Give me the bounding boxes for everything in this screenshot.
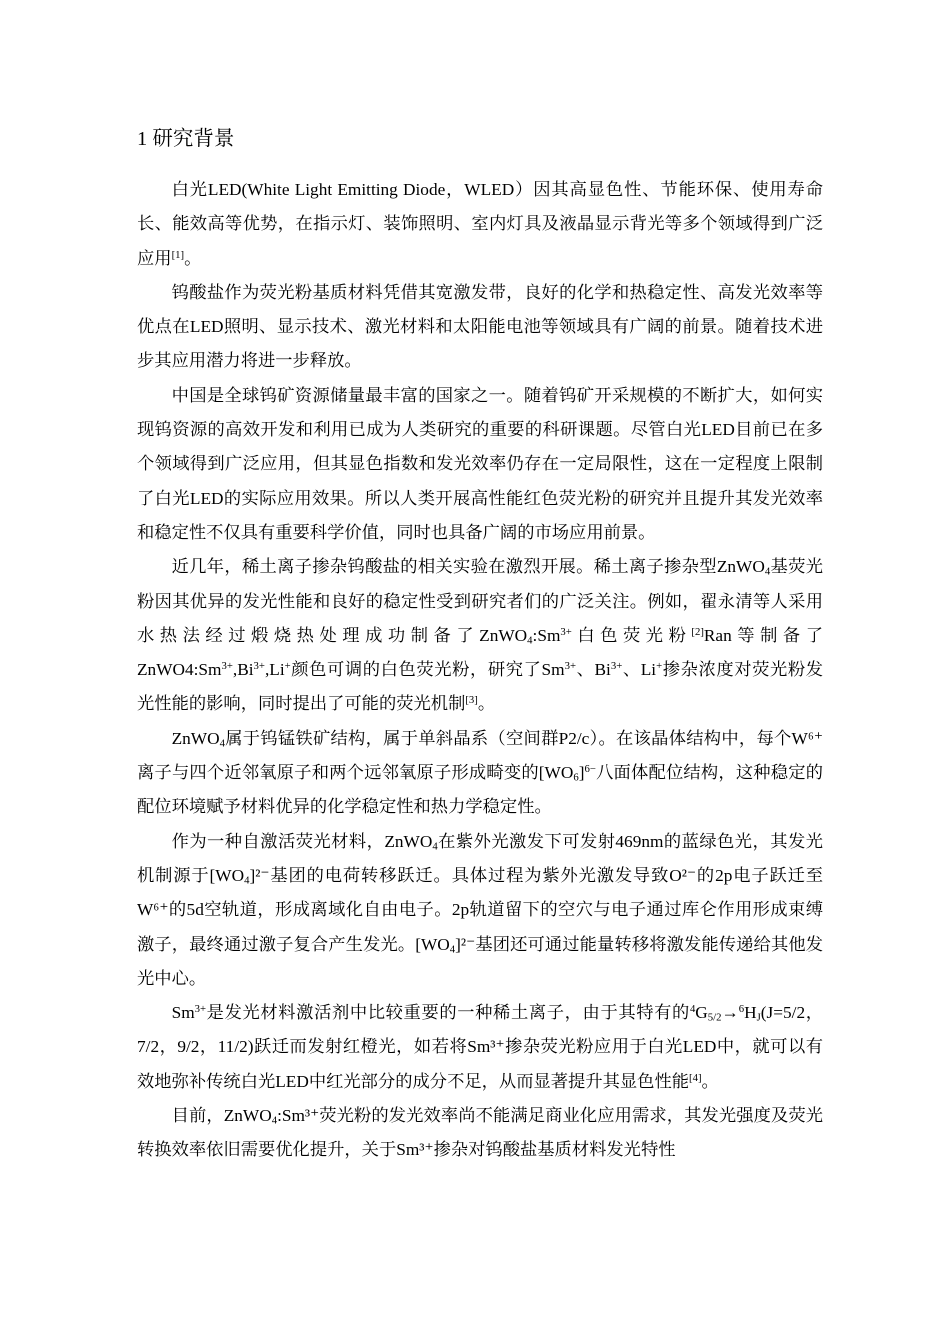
- text-run: ]: [578, 763, 585, 783]
- citation-superscript: [4]: [689, 1071, 702, 1084]
- paragraph-5: [137, 722, 823, 825]
- paragraph-3: [137, 379, 823, 550]
- subscript: 6: [573, 771, 579, 784]
- paragraph-8: [137, 1099, 823, 1168]
- text-run: 钨酸盐作为荧光粉基质材料凭借其宽激发带，良好的化学和热稳定性、高发光效率等优点在LED照明、显示技术、激光材料和太阳能电池等领域具有广阔的前景。随着技术进步其应用潜力将进一步释放。: [137, 282, 823, 371]
- text-run: 颜色可调的白色荧光粉，研究了Sm: [290, 660, 565, 680]
- body-text: [137, 173, 823, 1168]
- text-run: ]²⁻基团还可通过能量转移将激发能传递给其他发光中心。: [137, 934, 824, 988]
- text-run: :Sm³⁺荧光粉的发光效率尚不能满足商业化应用需求，其发光强度及荧光转换效率依旧需要优化提升，关于Sm³⁺掺杂对钨酸盐基质材料发光特性: [137, 1106, 823, 1160]
- citation-superscript: [2]: [691, 625, 704, 638]
- superscript: 3+: [610, 660, 623, 673]
- superscript: 3+: [564, 660, 577, 673]
- text-run: 近几年，稀土离子掺杂钨酸盐的相关实验在激烈开展。稀土离子掺杂型ZnWO: [171, 557, 765, 577]
- text-run: G: [695, 1003, 708, 1023]
- superscript: +: [656, 660, 663, 673]
- text-run: 掺杂浓度对荧光粉发光性能的影响，同时提出了可能的荧光机制: [137, 660, 824, 714]
- paragraph-7: [137, 996, 823, 1099]
- text-run: 作为一种自激活荧光材料，ZnWO: [171, 831, 433, 851]
- superscript: 6−: [584, 763, 596, 776]
- superscript: 3+: [194, 1003, 207, 1016]
- text-run: 目前，ZnWO: [171, 1106, 272, 1126]
- text-run: ]²⁻基团的电荷转移跃迁。具体过程为紫外光激发导致O²⁻的2p电子跃迁至W⁶⁺的5d空轨道，形成离域化自由电子。2p轨道留下的空穴与电子通过库仑作用形成束缚激子，最终通过激子复合产生发光。[WO: [137, 865, 824, 954]
- superscript: 3+: [253, 660, 265, 673]
- superscript: 3+: [560, 625, 572, 638]
- text-run: 、Bi: [576, 660, 611, 680]
- text-run: 属于钨锰铁矿结构，属于单斜晶系（空间群P2/c）。在该晶体结构中，每个W⁶⁺离子与四个近邻氧原子和两个远邻氧原子形成畸变的[WO: [137, 728, 823, 783]
- section-heading: 1 研究背景: [137, 128, 235, 150]
- text-run: ,Bi: [232, 660, 254, 680]
- text-run: ZnWO: [171, 728, 220, 748]
- paragraph-6: [137, 825, 823, 996]
- superscript: 6: [738, 1003, 745, 1016]
- subscript: 4: [764, 565, 771, 578]
- text-run: Ran等制备了ZnWO4:Sm: [137, 625, 823, 680]
- paragraph-2: [137, 276, 823, 379]
- text-run: →: [721, 1003, 739, 1023]
- text-run: 是发光材料激活剂中比较重要的一种稀土离子，由于其特有的: [206, 1003, 690, 1023]
- subscript: 4: [271, 1114, 278, 1127]
- text-run: 八面体配位结构，这种稳定的配位环境赋予材料优异的化学稳定性和热力学稳定性。: [137, 763, 823, 817]
- subscript: 4: [432, 840, 438, 853]
- subscript: 4: [244, 874, 250, 887]
- subscript: J: [756, 1011, 761, 1024]
- subscript: 4: [449, 943, 456, 956]
- text-run: 在紫外光激发下可发射469nm的蓝绿色光，其发光机制源于[WO: [137, 831, 823, 885]
- paragraph-1: [137, 173, 823, 276]
- text-run: ,Li: [264, 660, 285, 680]
- paragraph-4: [137, 550, 823, 721]
- text-run: 白光LED(White Light Emitting Diode，WLED）因其高显色性、节能环保、使用寿命长、能效高等优势，在指示灯、装饰照明、室内灯具及液晶显示背光等多个领域得到广泛应用: [137, 180, 823, 268]
- text-run: 。: [701, 1071, 719, 1091]
- superscript: 3+: [221, 660, 233, 673]
- superscript: 4: [689, 1003, 696, 1016]
- citation-superscript: [1]: [171, 248, 185, 261]
- text-run: :Sm: [532, 625, 561, 645]
- subscript: 5/2: [707, 1011, 722, 1024]
- superscript: +: [284, 660, 291, 673]
- text-run: 。: [184, 248, 202, 268]
- citation-superscript: [3]: [465, 694, 478, 707]
- text-run: 中国是全球钨矿资源储量最丰富的国家之一。随着钨矿开采规模的不断扩大，如何实现钨资源的高效开发和利用已成为人类研究的重要的科研课题。尽管白光LED目前已在多个领域得到广泛应用，但其显色指数和发光效率仍存在一定局限性，这在一定程度上限制了白光LED的实际应用效果。所以人类开展高性能红色荧光粉的研究并且提升其发光效率和稳定性不仅具有重要科学价值，同时也具备广阔的市场应用前景。: [137, 385, 823, 542]
- text-run: 白色荧光粉: [571, 625, 692, 645]
- text-run: Sm: [171, 1003, 195, 1023]
- text-run: 基荧光粉因其优异的发光性能和良好的稳定性受到研究者们的广泛关注。例如，翟永清等人采用水热法经过煅烧热处理成功制备了ZnWO: [137, 557, 823, 645]
- text-run: H: [744, 1003, 757, 1023]
- subscript: 4: [219, 737, 225, 750]
- text-run: 。: [477, 694, 496, 714]
- subscript: 4: [527, 634, 533, 647]
- text-run: 、Li: [622, 660, 657, 680]
- text-run: (J=5/2，7/2，9/2，11/2)跃迁而发射红橙光，如若将Sm³⁺掺杂荧光粉应用于白光LED中，就可以有效地弥补传统白光LED中红光部分的成分不足，从而显著提升其显色性能: [137, 1003, 823, 1091]
